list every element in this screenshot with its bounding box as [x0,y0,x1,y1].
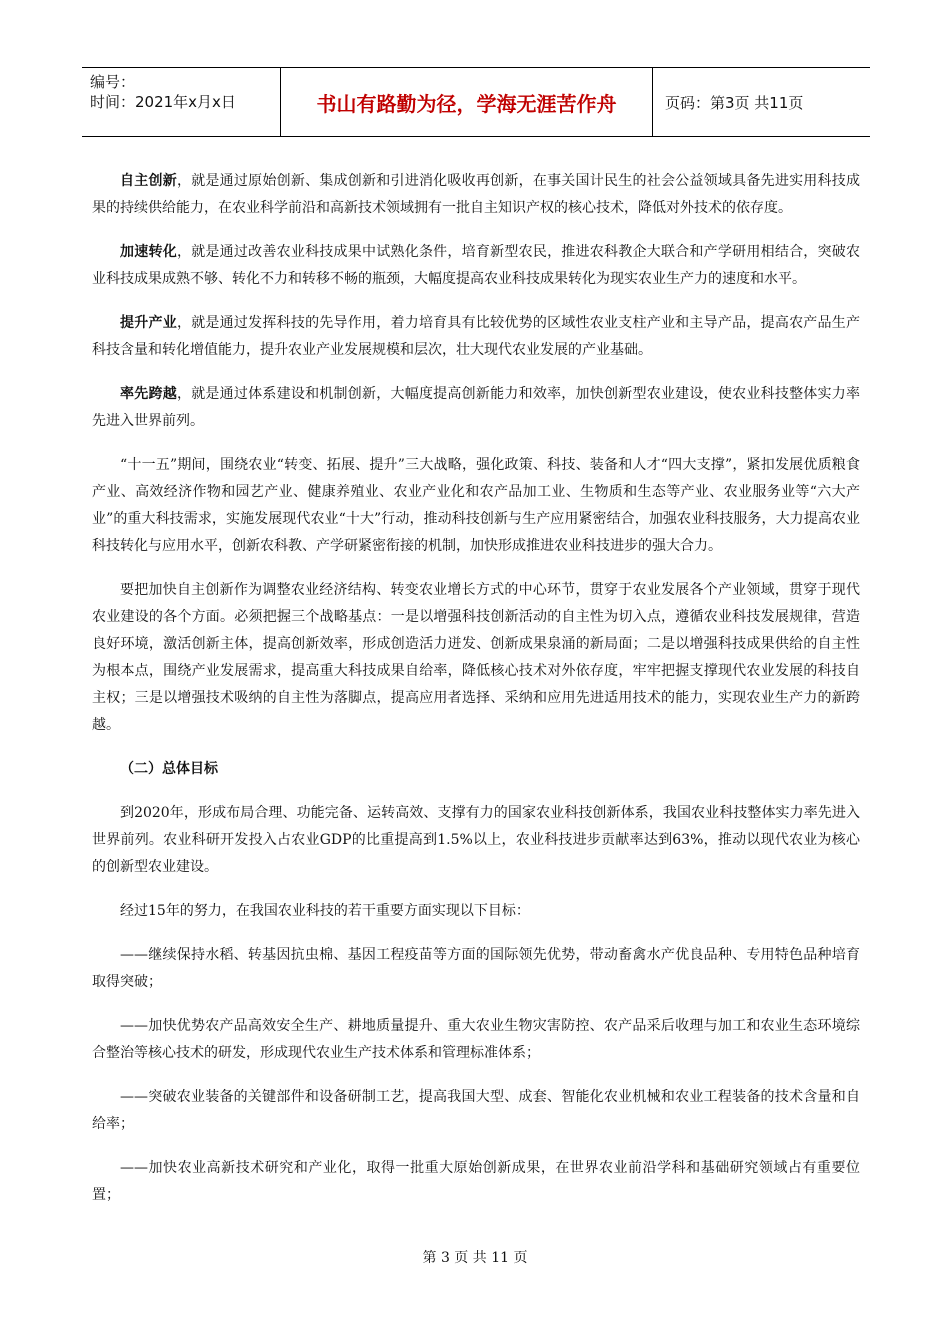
paragraph-innovation [92,168,860,222]
paragraph-text: ，就是通过原始创新、集成创新和引进消化吸收再创新，在事关国计民生的社会公益领域具备先进实用科技成果的持续供给能力，在农业科学前沿和高新技术领域拥有一批自主知识产权的核心技术，降低对外技术的依存度。 [92,173,861,216]
header-meta [82,68,281,136]
goal-item: ——突破农业装备的关键部件和设备研制工艺，提高我国大型、成套、智能化农业机械和农业工程装备的技术含量和自给率； [92,1089,860,1132]
paragraph-text: ，就是通过发挥科技的先导作用，着力培育具有比较优势的区域性农业支柱产业和主导产品，提高农产品生产科技含量和转化增值能力，提升农业产业发展规模和层次，壮大现代农业发展的产业基础。 [92,315,861,358]
paragraph-text: ，就是通过改善农业科技成果中试熟化条件，培育新型农民，推进农科教企大联合和产学研用相结合，突破农业科技成果成熟不够、转化不力和转移不畅的瓶颈，大幅度提高农业科技成果转化为现实农业生产力的速度和水平。 [92,244,861,287]
header-page-info: 页码：第3页 共11页 [665,93,804,112]
paragraph-leap [92,381,860,435]
paragraph-lead: 率先跨越 [120,386,177,402]
document-number-label: 编号： [90,73,136,91]
paragraph-text: ，就是通过体系建设和机制创新，大幅度提高创新能力和效率，加快创新型农业建设，使农业科技整体实力率先进入世界前列。 [92,386,861,429]
document-date: 时间：2021年x月x日 [90,93,236,111]
paragraph-strategic-base: 要把加快自主创新作为调整农业经济结构、转变农业增长方式的中心环节，贯穿于农业发展各个产业领域，贯穿于现代农业建设的各个方面。必须把握三个战略基点：一是以增强科技创新活动的自主性为切入点，遵循农业科技发展规律，营造良好环境，激活创新主体，提高创新效率，形成创造活力迸发、创新成果泉涌的新局面；二是以增强科技成果供给的自主性为根本点，围绕产业发展需求，提高重大科技成果自给率，降低核心技术对外依存度，牢牢把握支撑现代农业发展的科技自主权；三是以增强技术吸纳的自主性为落脚点，提高应用者选择、采纳和应用先进适用技术的能力，实现农业生产力的新跨越。 [92,582,860,733]
page-footer: 第 3 页 共 11 页 [422,1250,528,1266]
document-body [92,168,860,1226]
paragraph-2020-goal: 到2020年，形成布局合理、功能完备、运转高效、支撑有力的国家农业科技创新体系，我国农业科技整体实力率先进入世界前列。农业科研开发投入占农业GDP的比重提高到1.5%以上，农业科技进步贡献率达到63%，推动以现代农业为核心的创新型农业建设。 [92,805,860,875]
paragraph-industry [92,310,860,364]
paragraph-lead: 提升产业 [120,315,177,331]
paragraph-lead: 自主创新 [120,173,177,189]
paragraph-transformation [92,239,860,293]
paragraph-15-years: 经过15年的努力，在我国农业科技的若干重要方面实现以下目标： [120,903,530,919]
paragraph-eleventh-five-year: “十一五”期间，围绕农业“转变、拓展、提升”三大战略，强化政策、科技、装备和人才“四大支撑”，紧扣发展优质粮食产业、高效经济作物和园艺产业、健康养殖业、农业产业化和农产品加工业、生物质和生态等产业、农业服务业等“六大产业”的重大科技需求，实施发展现代农业“十大”行动，推动科技创新与生产应用紧密结合，加强农业科技服务，大力提高农业科技转化与应用水平，创新农科教、产学研紧密衔接的机制，加快形成推进农业科技进步的强大合力。 [92,457,860,554]
paragraph-lead: 加速转化 [120,244,177,260]
section-heading: （二）总体目标 [120,761,218,777]
header-motto: 书山有路勤为径，学海无涯苦作舟 [281,68,653,136]
goal-item: ——加快农业高新技术研究和产业化，取得一批重大原始创新成果，在世界农业前沿学科和基础研究领域占有重要位置； [92,1160,860,1203]
goal-item: ——继续保持水稻、转基因抗虫棉、基因工程疫苗等方面的国际领先优势，带动畜禽水产优良品种、专用特色品种培育取得突破； [92,947,860,990]
goal-item: ——加快优势农产品高效安全生产、耕地质量提升、重大农业生物灾害防控、农产品采后收理与加工和农业生态环境综合整治等核心技术的研发，形成现代农业生产技术体系和管理标准体系； [92,1018,860,1061]
page-header [82,67,870,137]
